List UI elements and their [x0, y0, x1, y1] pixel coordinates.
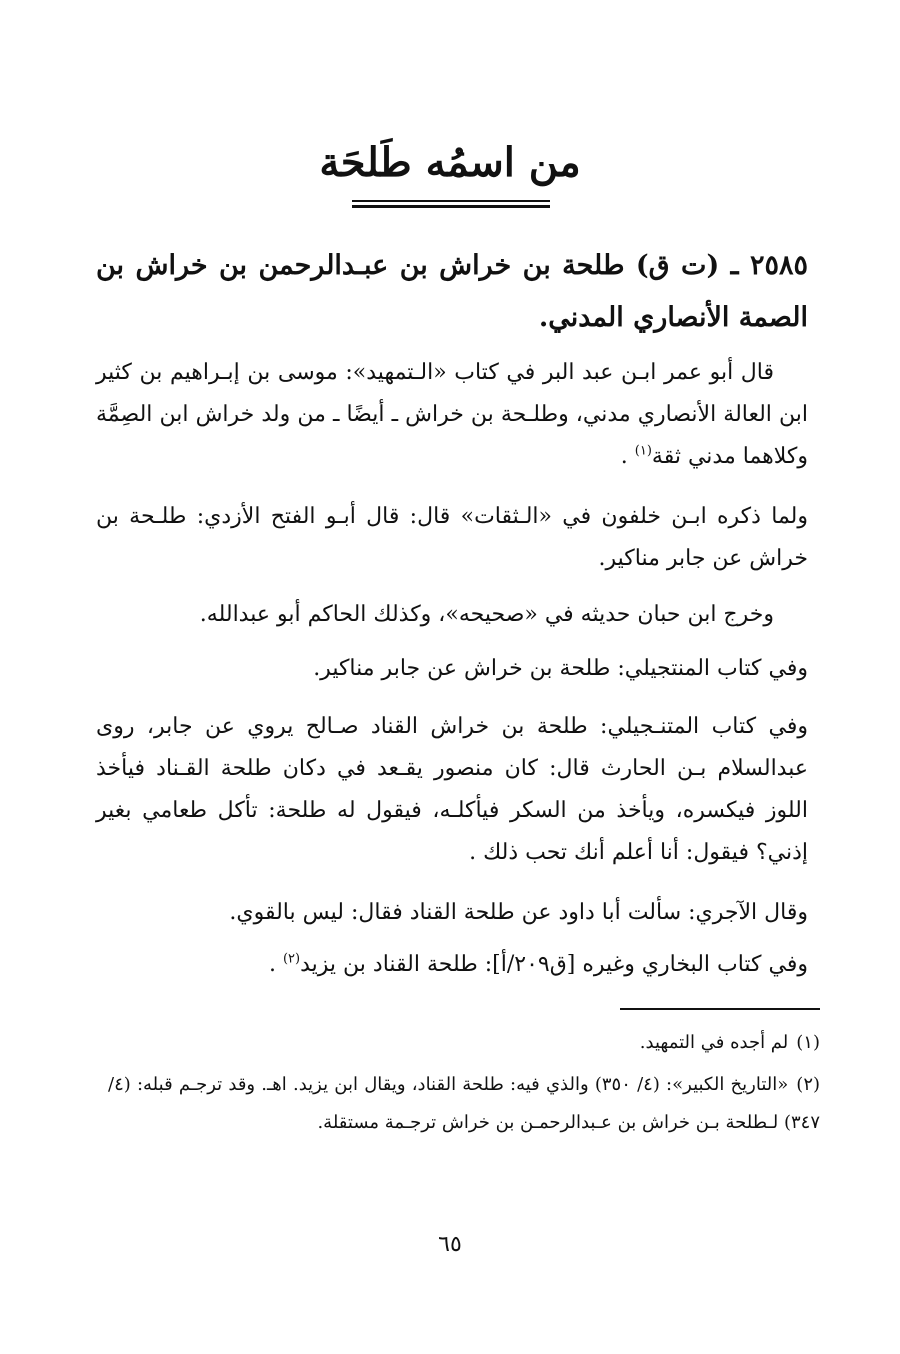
paragraph-text: قال أبو عمر ابـن عبد البر في كتاب «الـتمهيد»: موسى بن إبـراهيم بن كثير ابن العالة الأنصاري مدني، وطلـحة بن خراش ـ أيضًا ـ من ولد خراش ابن الصِمَّة وكلاهما مدني ثقة — [96, 360, 808, 469]
entry-heading: ٢٥٨٥ ـ (ت ق) طلحة بن خراش بن عبـدالرحمن بن خراش بن الصمة الأنصاري المدني. — [96, 250, 808, 333]
paragraph-end: . — [620, 444, 635, 469]
footnote-1 — [108, 1024, 820, 1062]
footnote-separator — [620, 1008, 820, 1010]
section-title: من اسمُه طَلحَة — [319, 139, 581, 186]
footnote-ref: (٢) — [282, 951, 301, 967]
footnote-number: (٢) — [796, 1074, 821, 1095]
page-number: ٦٥ — [438, 1232, 462, 1257]
paragraph-muntajili-story: وفي كتاب المتنـجيلي: طلحة بن خراش القناد صـالح يروي عن جابر، روى عبدالسلام بـن الحارث قال: كان منصور يقـعد في دكان طلحة القـناد فيأخذ اللوز فيكسره، ويأخذ من السكر فيأكلـه، فيقول له طلحة: تأكل طعامي بغير إذني؟ فيقول: أنا أعلم أنك تحب ذلك . — [96, 714, 808, 865]
paragraph-thiqat: ولما ذكره ابـن خلفون في «الـثقات» قال: قال أبـو الفتح الأزدي: طلـحة بن خراش عن جابر مناكير. — [96, 504, 808, 571]
paragraph-text: وفي كتاب البخاري وغيره [ق٢٠٩/أ]: طلحة القناد بن يزيد — [300, 952, 808, 977]
title-underline — [352, 200, 550, 202]
title-underline-double — [352, 205, 550, 208]
footnote-ref: (١) — [634, 443, 652, 459]
footnote-2 — [108, 1066, 820, 1142]
footnote-text: لم أجده في التمهيد. — [639, 1032, 789, 1053]
paragraph-ibn-hibban: وخرج ابن حبان حديثه في «صحيحه»، وكذلك الحاكم أبو عبدالله. — [199, 602, 774, 627]
paragraph-tamhid — [96, 352, 808, 478]
paragraph-bukhari — [96, 944, 808, 986]
paragraph-ajurri: وقال الآجري: سألت أبا داود عن طلحة القناد فقال: ليس بالقوي. — [229, 900, 808, 925]
paragraph-end: . — [268, 952, 283, 977]
paragraph-muntajili: وفي كتاب المنتجيلي: طلحة بن خراش عن جابر مناكير. — [313, 656, 808, 681]
footnote-number: (١) — [796, 1032, 820, 1053]
footnote-text: «التاريخ الكبير»: (٤/ ٣٥٠) والذي فيه: طلحة القناد، ويقال ابن يزيد. اهـ. وقد ترجـم قبله: (٤/ ٣٤٧) لـطلحة بـن خراش بن عـبدالرحمـن بن خراش ترجـمة مستقلة. — [108, 1074, 820, 1133]
